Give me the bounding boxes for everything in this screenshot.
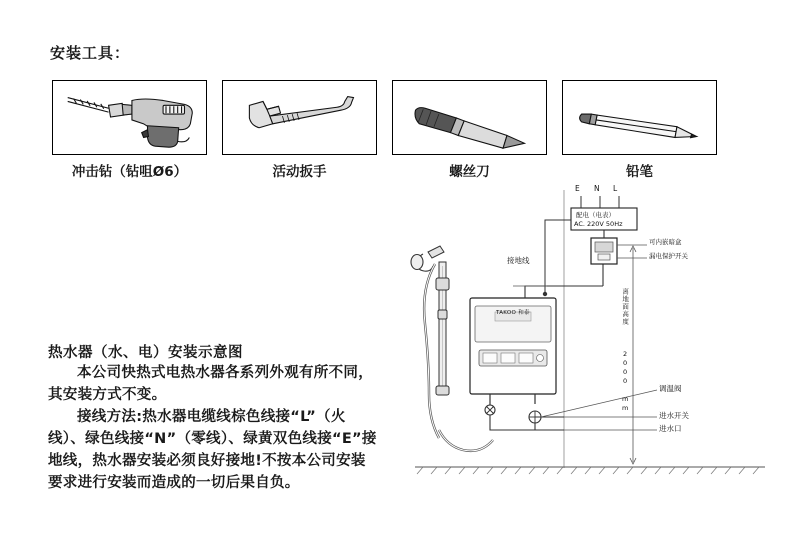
leakage-switch-label: 漏电保护开关	[649, 252, 688, 260]
tool-box-impact-drill	[52, 80, 207, 155]
tools-heading: 安装工具：	[50, 44, 131, 62]
temp-valve-label: 调温阀	[659, 384, 682, 393]
diagram-description	[48, 362, 378, 494]
ground-wire-label: 接地线	[507, 256, 530, 265]
adjustable-wrench-icon	[223, 81, 376, 154]
description-paragraph-1: 本公司快热式电热水器各系列外观有所不同，其安装方式不变。	[48, 365, 373, 403]
concealed-box-label: 可内嵌暗盒	[649, 238, 682, 246]
screwdriver-icon	[393, 81, 546, 154]
impact-drill-icon	[53, 81, 206, 154]
terminal-label-n: N	[594, 184, 600, 193]
tool-box-screwdriver	[392, 80, 547, 155]
terminal-label-l: L	[613, 184, 618, 193]
power-box-label-line2: AC. 220V 50Hz	[574, 220, 623, 228]
pencil-icon	[563, 81, 716, 154]
water-inlet-label: 进水口	[659, 424, 682, 433]
power-box-label-line1: 配电（电表）	[576, 211, 615, 219]
water-switch-label: 进水开关	[659, 411, 689, 420]
installation-diagram	[395, 184, 785, 490]
tool-box-pencil	[562, 80, 717, 155]
terminal-label-e: E	[575, 184, 580, 193]
tool-caption-impact-drill: 冲击钻（钻咀Ø6）	[71, 164, 188, 180]
unit-brand-label: TAKOO 和泰	[496, 310, 530, 316]
description-paragraph-2: 接线方法:热水器电缆线棕色线接“L”（火线）、绿色线接“N”（零线）、绿黄双色线接“E”接地线，热水器安装必须良好接地!不按本公司安装要求进行安装而造成的一切后果自负。	[48, 409, 377, 491]
diagram-title: 热水器（水、电）安装示意图	[48, 345, 243, 361]
height-note-label: 离地面高度	[621, 288, 630, 326]
tool-box-adjustable-wrench	[222, 80, 377, 155]
tool-caption-screwdriver: 螺丝刀	[449, 164, 490, 180]
tool-caption-adjustable-wrench: 活动扳手	[272, 164, 327, 180]
height-value-label: 2000 mm	[621, 350, 630, 413]
installation-diagram-svg	[395, 190, 785, 490]
tool-caption-pencil: 铅笔	[626, 164, 653, 180]
